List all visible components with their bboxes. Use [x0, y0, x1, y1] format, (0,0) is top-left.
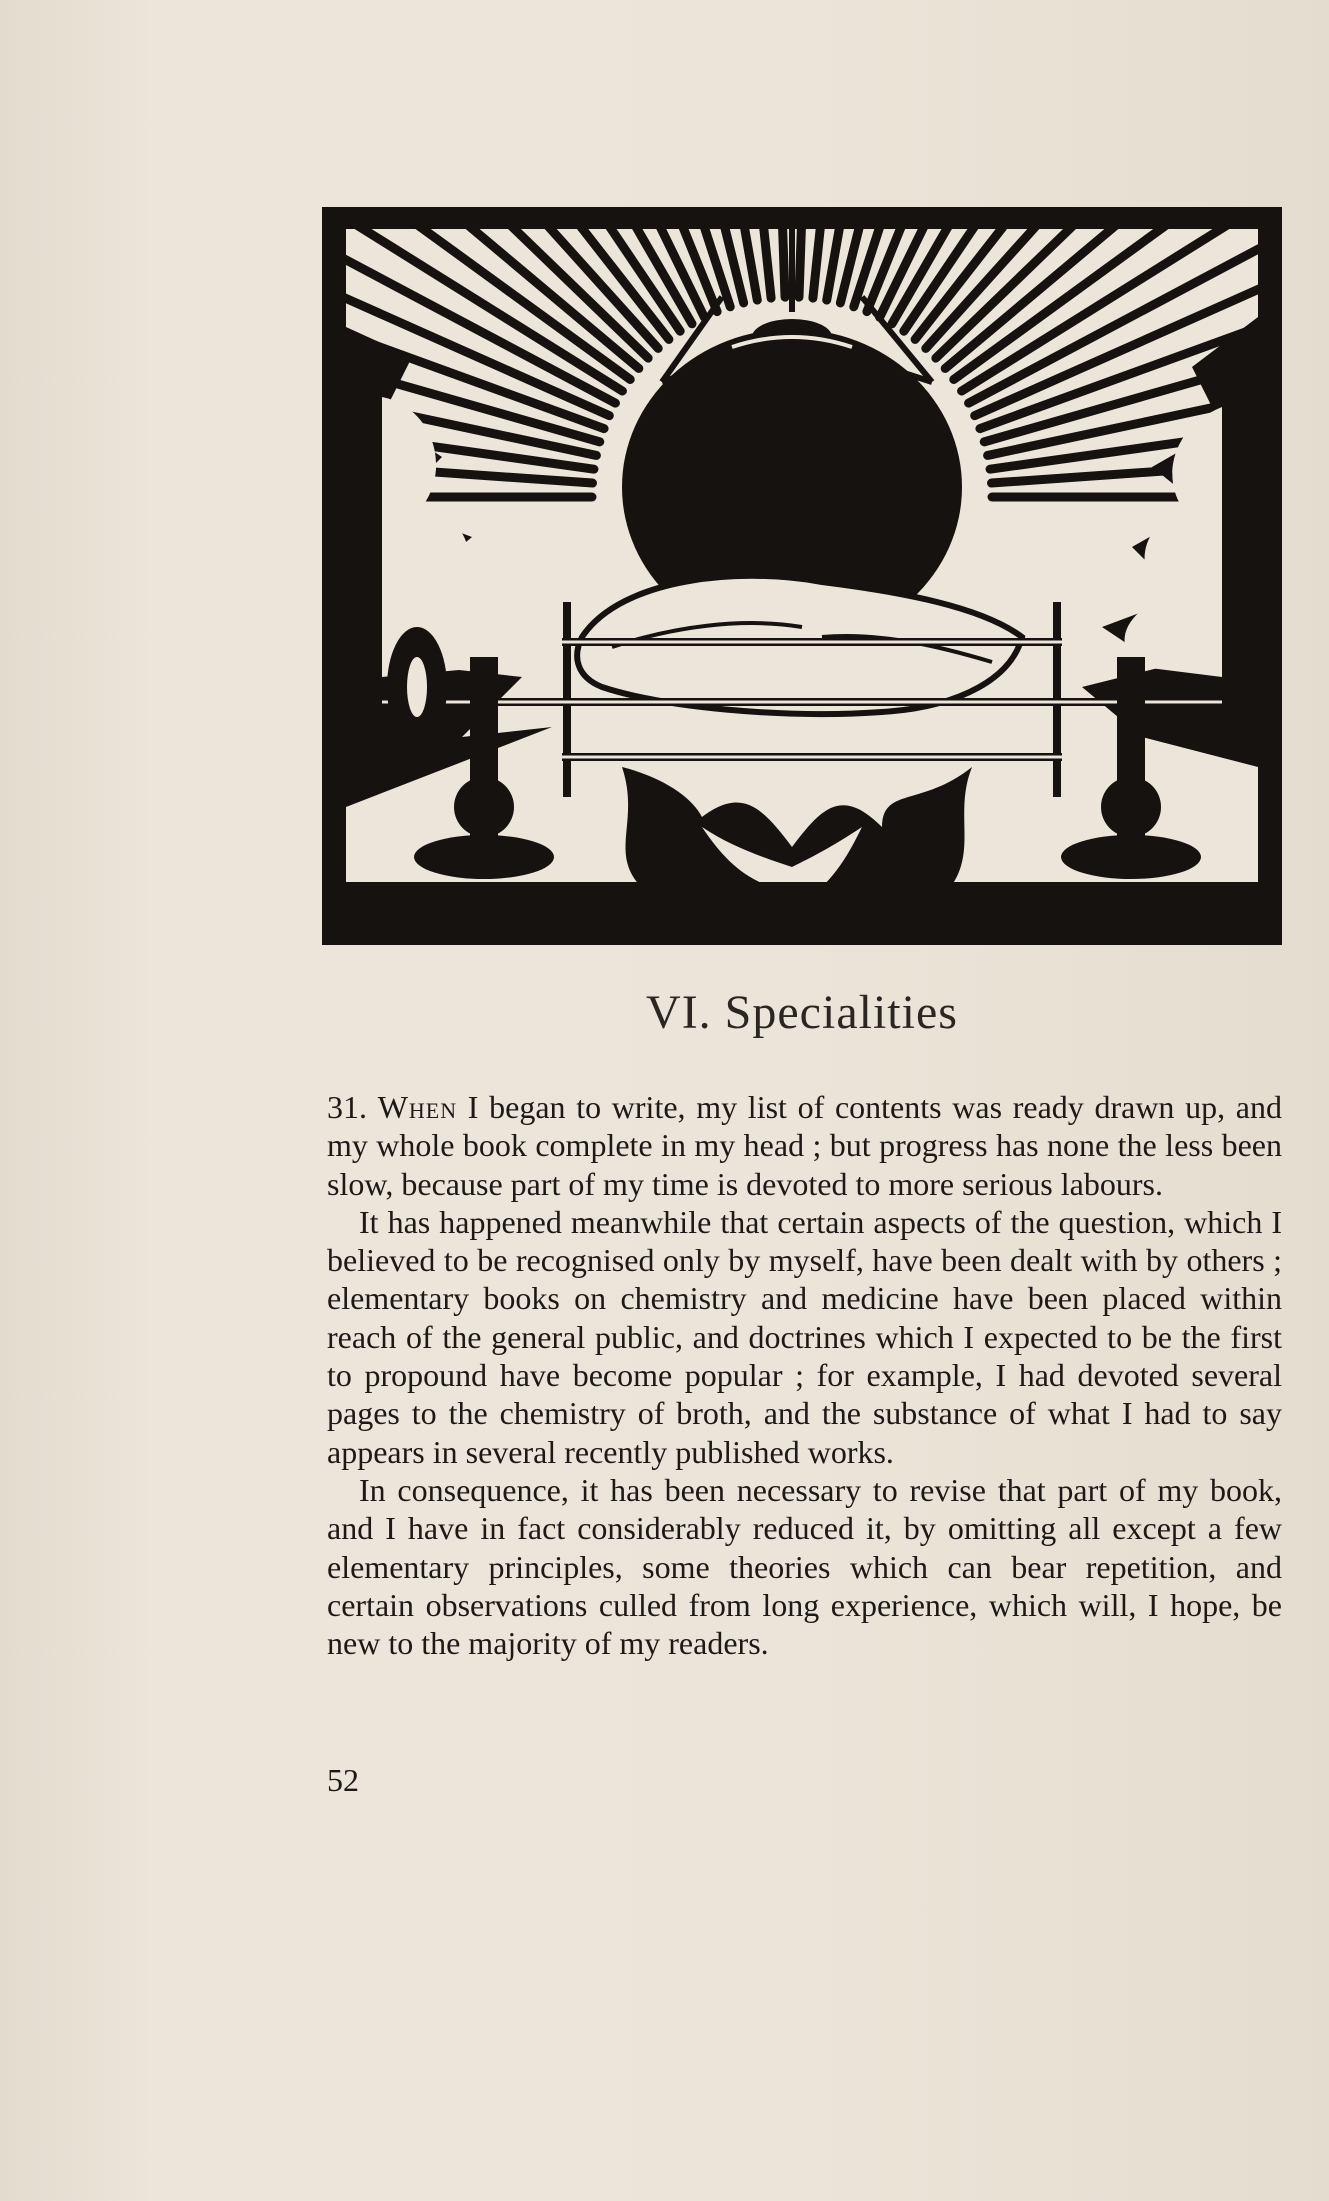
paragraph-31	[327, 1088, 1282, 1203]
body-text	[327, 1088, 1282, 1662]
chapter-title: VI. Specialities	[646, 986, 958, 1039]
paragraph-3: In consequence, it has been necessary to revise that part of my book, and I have in fact considerably reduced it, by omitting all except a few elementary principles, some theories which can bear repetition, and certain observations culled from long experience, which will, I hope, be new to the majority of my readers.	[327, 1471, 1282, 1662]
page-number: 52	[327, 1762, 359, 1798]
woodcut-illustration	[322, 207, 1282, 945]
paragraph-1-text: I began to write, my list of contents was ready drawn up, and my whole book complete in my head ; but progress has none the less been slow, because part of my time is devoted to more serious labours.	[327, 1089, 1283, 1202]
paragraph-number: 31.	[327, 1089, 378, 1125]
lead-word: When	[377, 1089, 458, 1125]
paragraph-2: It has happened meanwhile that certain aspects of the question, which I believed to be recognised only by myself, have been dealt with by others ; elementary books on chemistry and medicine have been placed within reach of the general public, and doctrines which I expected to be the first to propound have become popular ; for example, I had devoted several pages to the chemistry of broth, and the substance of what I had to say appears in several recently published works.	[327, 1203, 1282, 1470]
